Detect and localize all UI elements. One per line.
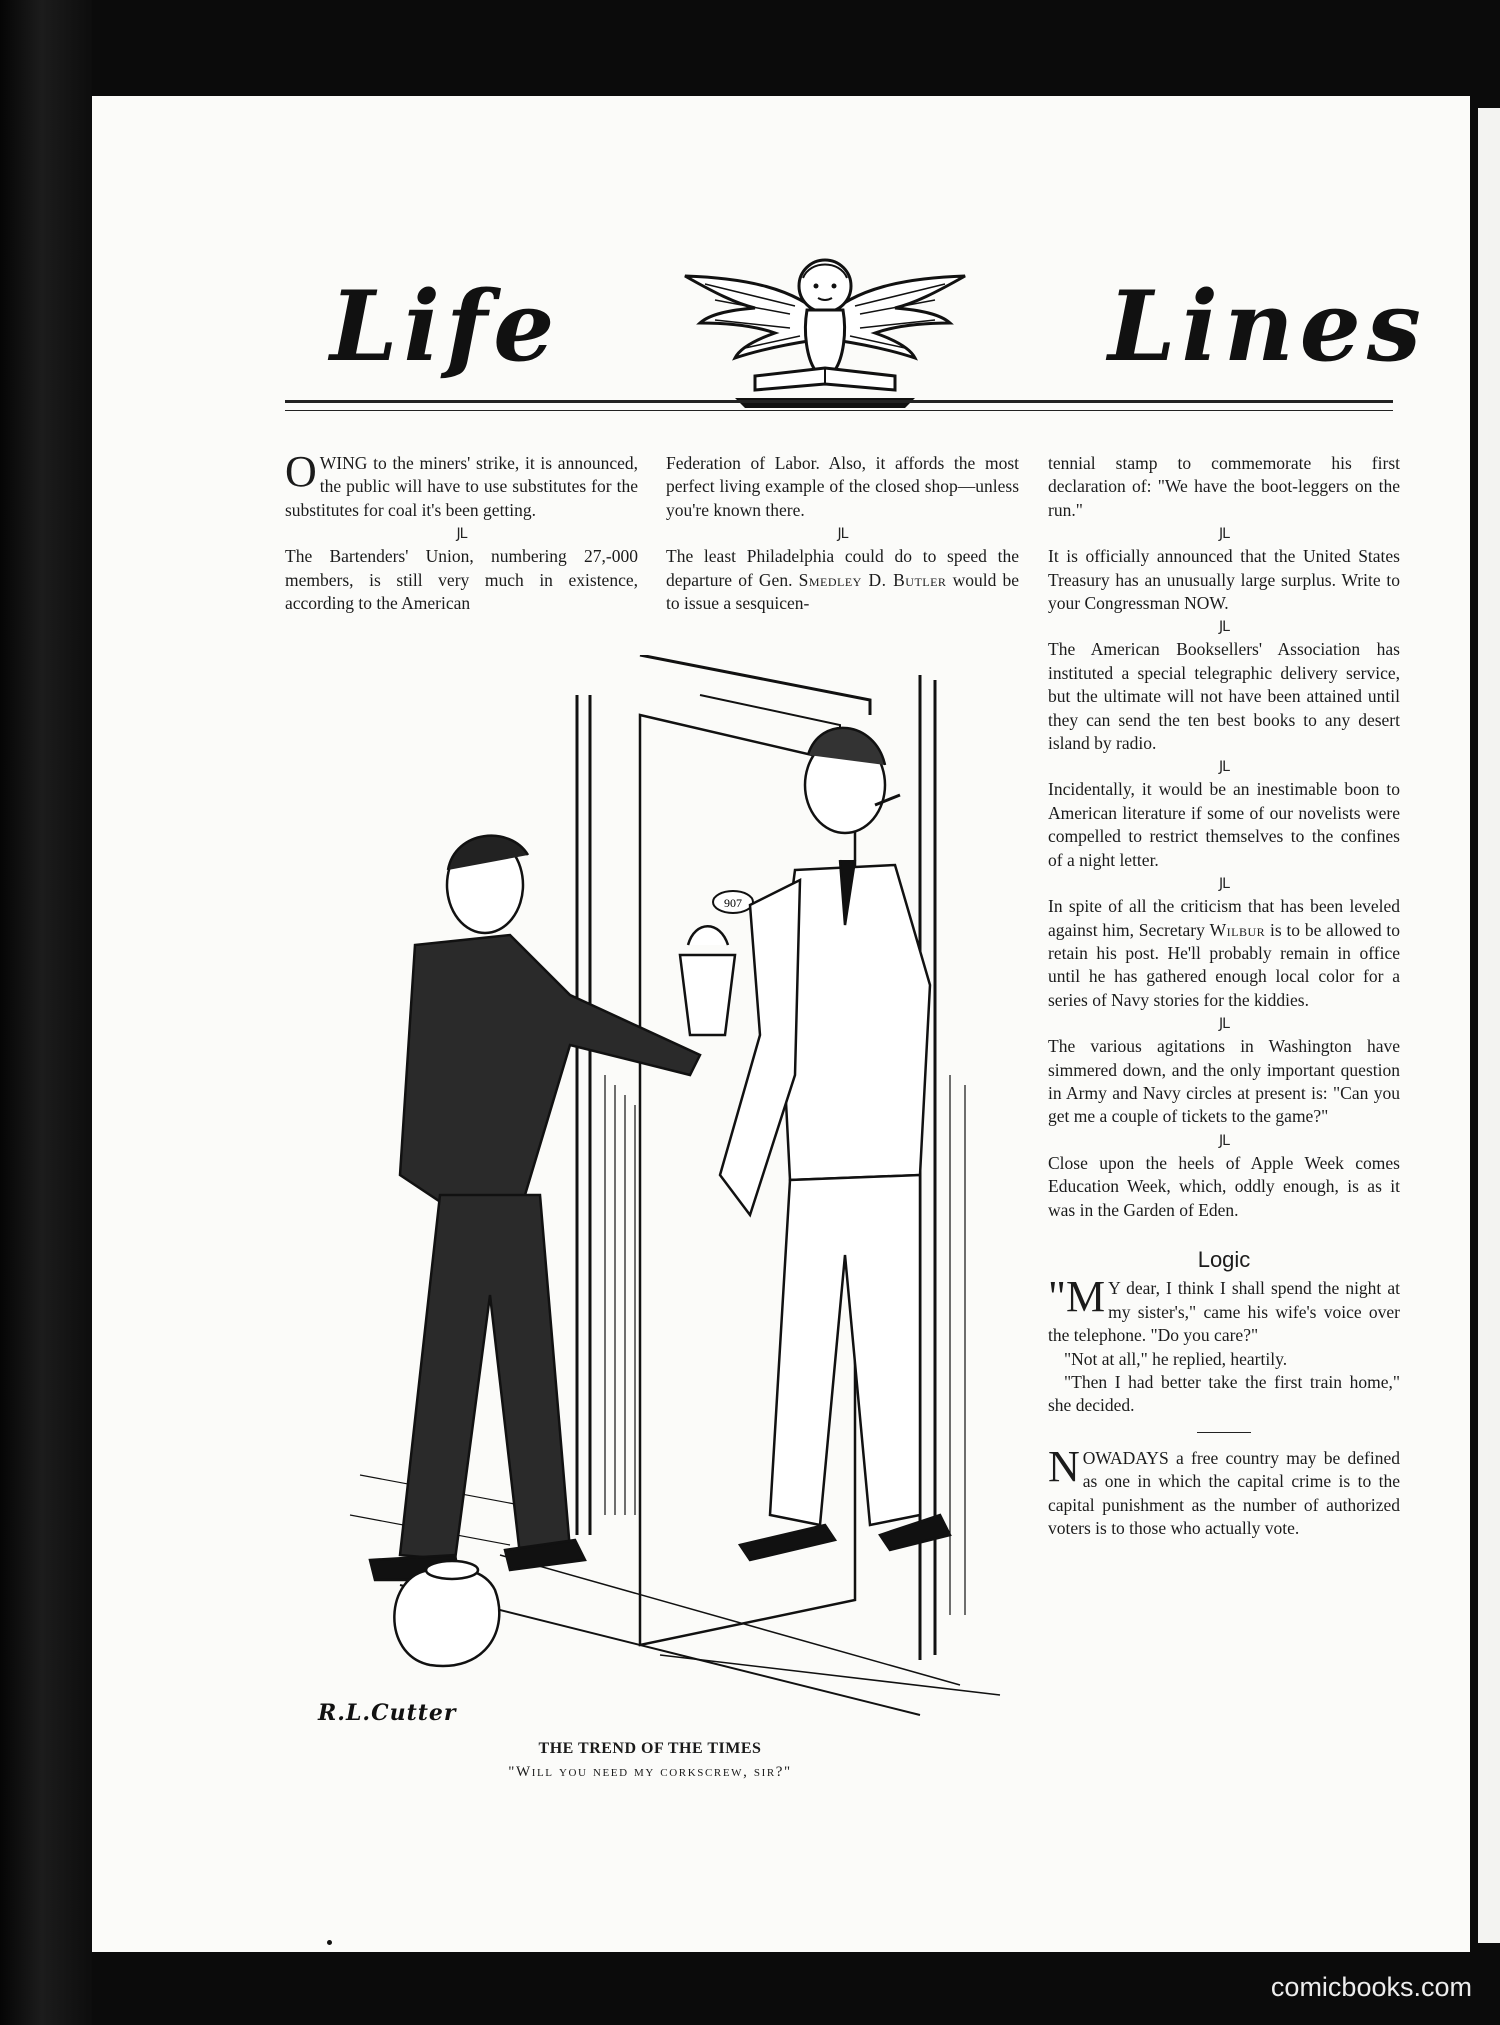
- paragraph-separator: JL: [1219, 876, 1229, 893]
- cartoon-illustration: [280, 655, 1040, 1745]
- man-vest: [780, 865, 930, 1180]
- paragraph-separator: JL: [1219, 1016, 1229, 1033]
- paragraph-night-letter: Incidentally, it would be an inestimable boon to American literature if some of our novelists were compelled to restrict themselves to the confines of a night letter.: [1048, 779, 1400, 870]
- masthead-rule: [285, 400, 1393, 403]
- artist-signature: R.L.Cutter: [318, 1700, 457, 1726]
- text-column-1: [285, 447, 638, 615]
- drop-cap: "M: [1048, 1272, 1106, 1322]
- paragraph-washington-agitations: The various agitations in Washington have simmered down, and the only important question in Army and Navy circles at present is: "Can you get me a couple of tickets to the game?": [1048, 1036, 1400, 1127]
- person-name: Wilbur: [1209, 919, 1266, 940]
- paragraph-treasury-surplus: It is officially announced that the United States Treasury has an unusually large surplus. Write to your Congressman NOW.: [1048, 546, 1400, 614]
- door-number: 907: [724, 896, 742, 910]
- logic-heading: Logic: [1197, 1246, 1251, 1272]
- text-column-3: [1048, 452, 1400, 1540]
- cherub-emblem-icon: [675, 248, 975, 410]
- paragraph-booksellers-association: The American Booksellers' Association has instituted a special telegraphic delivery service, but the ultimate will not have been attained until they can send the ten best books to any desert island by radio.: [1048, 639, 1400, 754]
- facing-page-edge: [1478, 108, 1500, 1943]
- man-shoe: [740, 1525, 835, 1560]
- drop-cap: O: [285, 447, 317, 496]
- paragraph-miners-strike: [285, 447, 638, 522]
- cartoon-caption-quote: "Will you need my corkscrew, sir?": [508, 1764, 792, 1780]
- paragraph-secretary-wilbur: [1048, 895, 1400, 1012]
- paragraph-text: In spite of all the criticism that has been leveled against him, Secretary: [1048, 896, 1400, 940]
- paragraph-text: is to be allowed to retain his post. He'll probably remain in office until he has gathered enough local color for a series of Navy stories for the kiddies.: [1048, 919, 1400, 1010]
- paragraph-federation-of-labor: Federation of Labor. Also, it affords the most perfect living example of the closed shop—unless you're known there.: [666, 453, 1019, 520]
- bellboy-trousers: [400, 1195, 570, 1560]
- person-name: Smedley D. Butler: [798, 569, 947, 590]
- paragraph-logic-1: [1048, 1272, 1400, 1347]
- paragraph-logic-3: "Then I had better take the first train home," she decided.: [1048, 1372, 1400, 1416]
- bellboy-jacket: [400, 935, 700, 1215]
- paragraph-text: OWADAYS a free country may be defined as one in which the capital crime is to the capital punishment as the number of authorized voters is to those who actually vote.: [1048, 1447, 1400, 1539]
- watermark-text: comicbooks.com: [1270, 1972, 1472, 2002]
- paragraph-bartenders-union: The Bartenders' Union, numbering 27,-000 members, is still very much in existence, according to the American: [285, 546, 638, 614]
- short-divider: [1197, 1432, 1251, 1433]
- paragraph-separator: JL: [1219, 619, 1229, 636]
- paragraph-text: would be to issue a sesquicen-: [666, 569, 1019, 614]
- cartoon-caption-title: THE TREND OF THE TIMES: [538, 1740, 762, 1757]
- scan-background: [0, 0, 92, 2025]
- paragraph-separator: JL: [1219, 526, 1229, 543]
- paragraph-text: The least Philadelphia could do to speed the departure of Gen.: [666, 546, 1019, 590]
- paragraph-text: Y dear, I think I shall spend the night at my sister's," came his wife's voice over the telephone. "Do you care?": [1048, 1278, 1400, 1346]
- paragraph-sesquicentennial-stamp: tennial stamp to commemorate his first declaration of: "We have the boot-leggers on the run.": [1048, 453, 1400, 520]
- paragraph-logic-2: "Not at all," he replied, heartily.: [1064, 1348, 1288, 1369]
- man-trousers: [770, 1175, 920, 1525]
- paragraph-separator: JL: [1219, 1132, 1229, 1149]
- paragraph-nowadays: [1048, 1441, 1400, 1541]
- text-column-2: [666, 452, 1019, 615]
- paragraph-separator: JL: [456, 526, 467, 543]
- paragraph-education-week: Close upon the heels of Apple Week comes Education Week, which, oddly enough, is as it was in the Garden of Eden.: [1048, 1152, 1400, 1220]
- paragraph-separator: JL: [837, 526, 848, 543]
- drop-cap: N: [1048, 1441, 1080, 1491]
- masthead-right-word: Lines: [1108, 270, 1427, 383]
- masthead-left-word: Life: [330, 270, 561, 383]
- masthead-rule-thin: [285, 410, 1393, 411]
- glass-jug: [680, 955, 735, 1035]
- ink-speck: [327, 1940, 332, 1945]
- paragraph-separator: JL: [1219, 759, 1229, 776]
- paragraph-text: WING to the miners' strike, it is announced, the public will have to use substitutes for the substitutes for coal it's been getting.: [285, 453, 638, 520]
- paragraph-philadelphia: [666, 545, 1019, 615]
